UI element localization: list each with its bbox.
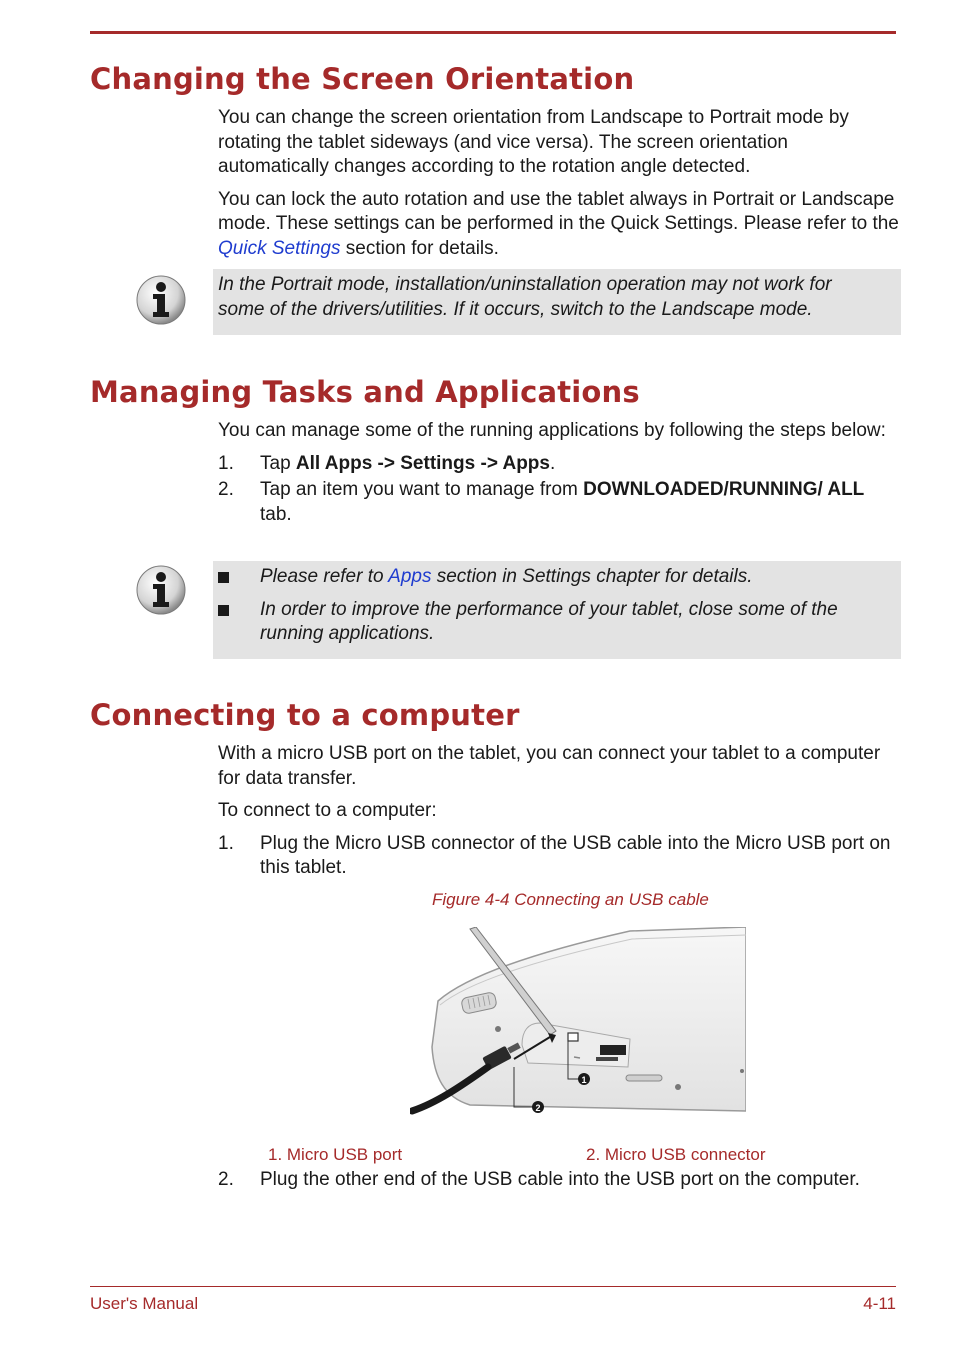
footer-page-number: 4-11 (863, 1294, 896, 1313)
step-text-end: . (549, 452, 556, 474)
tasks-intro: You can manage some of the running applications by following the steps below: (218, 420, 886, 441)
footer-manual-title: User's Manual (90, 1294, 199, 1313)
tasks-note (213, 561, 901, 659)
callout-1-label: 1 (581, 1075, 587, 1085)
connecting-step-1 (218, 832, 900, 881)
heading-connecting-computer: Connecting to a computer (90, 698, 520, 732)
connecting-steps (218, 832, 900, 881)
tasks-note-item-1 (213, 565, 883, 590)
connecting-body (218, 742, 900, 883)
orientation-note: In the Portrait mode, installation/uninstallation operation may not work for some of the drivers/utilities. If it occurs, switch to the Landscape mode. (213, 269, 901, 335)
callout-2-label: 2 (535, 1103, 541, 1113)
tasks-steps (218, 452, 900, 528)
connecting-steps-continued (218, 1168, 900, 1193)
figure-label-1: 1. Micro USB port (268, 1145, 403, 1164)
info-icon (135, 274, 187, 326)
note-text-end: section in Settings chapter for details. (431, 566, 753, 587)
figure-label-2: 2. Micro USB connector (586, 1145, 766, 1164)
connecting-step-2-block (218, 1168, 900, 1195)
tasks-body (218, 419, 900, 529)
note-text: Please refer to (260, 566, 389, 587)
orientation-paragraph-2-text: You can lock the auto rotation and use the tablet always in Portrait or Landscape mode. These settings can be performed in the Quick Settings. Please refer to the (218, 188, 899, 234)
quick-settings-link[interactable]: Quick Settings (218, 237, 341, 259)
apps-link[interactable]: Apps (388, 566, 432, 587)
top-rule (90, 31, 896, 34)
figure-caption: Figure 4-4 Connecting an USB cable (432, 890, 709, 909)
tasks-step-2 (218, 478, 900, 527)
orientation-paragraph-1: You can change the screen orientation from Landscape to Portrait mode by rotating the tablet sideways (and vice versa). The screen orientation automatically changes according to the rotation angle detected. (218, 107, 849, 177)
step-number: 1. (218, 452, 234, 474)
heading-screen-orientation: Changing the Screen Orientation (90, 62, 635, 96)
step-text: Plug the Micro USB connector of the USB cable into the Micro USB port on this tablet. (260, 832, 891, 878)
step-tab-names: DOWNLOADED/RUNNING/ ALL (583, 479, 865, 500)
step-number: 2. (218, 1169, 234, 1190)
usb-connection-figure (410, 927, 746, 1115)
connecting-paragraph-1: With a micro USB port on the tablet, you can connect your tablet to a computer for data transfer. (218, 743, 881, 789)
bullet-square-icon (218, 572, 229, 583)
step-path: All Apps -> Settings -> Apps (295, 452, 550, 474)
connecting-step-2 (218, 1168, 900, 1193)
step-number: 1. (218, 832, 234, 854)
bullet-square-icon (218, 605, 229, 616)
orientation-body (218, 106, 900, 269)
tasks-note-list (213, 565, 883, 647)
orientation-paragraph-2-end: section for details. (340, 237, 499, 259)
orientation-paragraph-2 (218, 188, 900, 262)
heading-managing-tasks: Managing Tasks and Applications (90, 375, 640, 409)
step-text: Tap (260, 452, 296, 474)
step-text-end: tab. (260, 503, 292, 525)
connecting-paragraph-2: To connect to a computer: (218, 800, 437, 821)
note-text: In order to improve the performance of your tablet, close some of the running applications. (260, 598, 838, 644)
step-number: 2. (218, 479, 234, 500)
tasks-note-item-2 (213, 598, 883, 647)
step-text: Tap an item you want to manage from (260, 479, 584, 500)
tasks-step-1 (218, 452, 900, 477)
bottom-rule (90, 1286, 896, 1287)
info-icon (135, 564, 187, 616)
step-text: Plug the other end of the USB cable into the USB port on the computer. (260, 1169, 860, 1190)
